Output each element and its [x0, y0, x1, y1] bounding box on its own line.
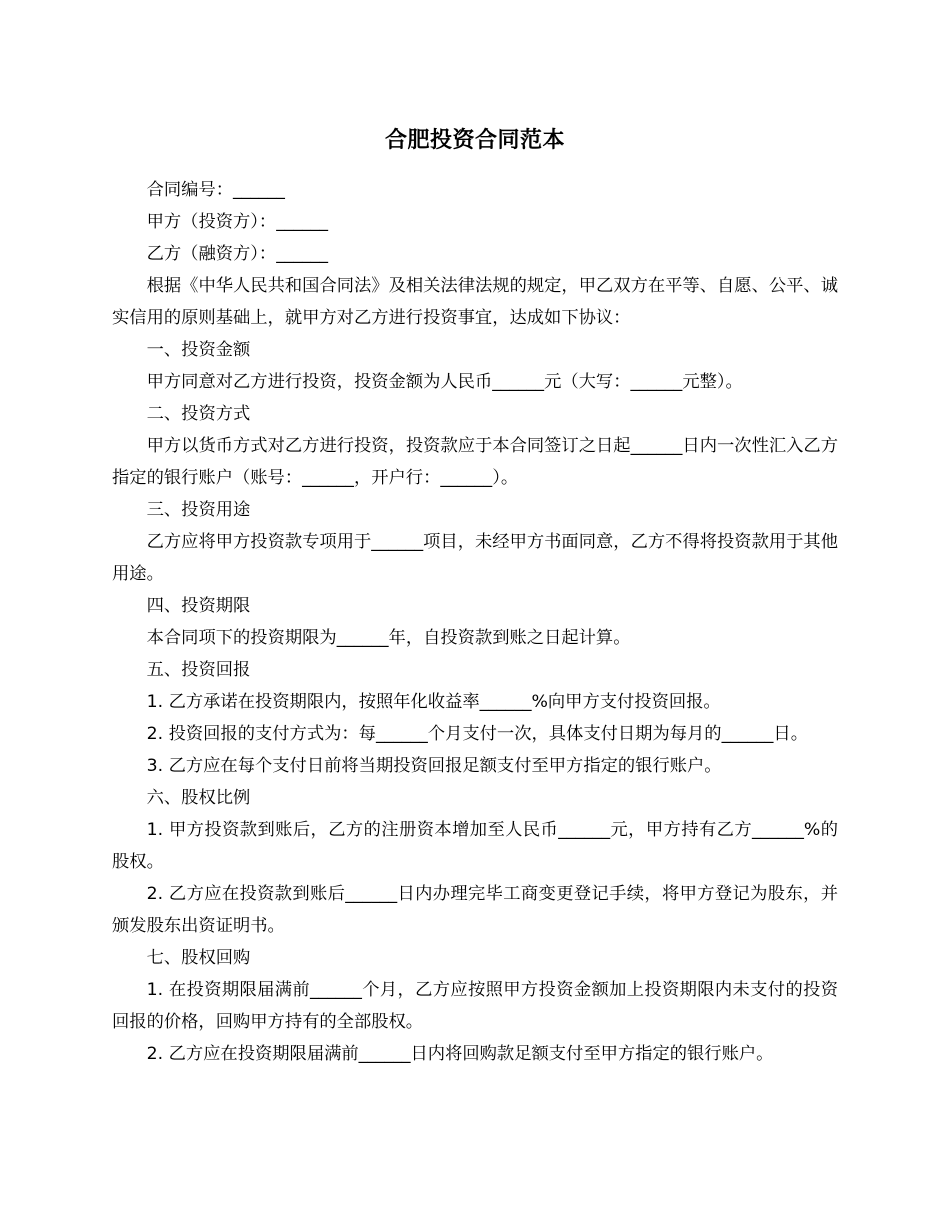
section-4-paragraph: 本合同项下的投资期限为______年，自投资款到账之日起计算。 — [146, 628, 631, 648]
section-7-clause-2: 2. 乙方应在投资期限届满前______日内将回购款足额支付至甲方指定的银行账户。 — [146, 1044, 774, 1064]
section-heading-3: 三、投资用途 — [146, 500, 251, 520]
contract-number-line: 合同编号：______ — [146, 180, 285, 200]
section-5-clause-2: 2. 投资回报的支付方式为：每______个月支付一次，具体支付日期为每月的______日。 — [146, 724, 808, 744]
section-heading-7: 七、股权回购 — [146, 948, 251, 968]
section-5-clause-3: 3. 乙方应在每个支付日前将当期投资回报足额支付至甲方指定的银行账户。 — [146, 756, 722, 776]
section-heading-4: 四、投资期限 — [146, 596, 251, 616]
section-1-paragraph: 甲方同意对乙方进行投资，投资金额为人民币______元（大写：______元整）。 — [146, 372, 743, 392]
document-title: 合肥投资合同范本 — [384, 128, 565, 153]
section-heading-5: 五、投资回报 — [146, 660, 251, 680]
section-heading-1: 一、投资金额 — [146, 340, 251, 360]
section-heading-6: 六、股权比例 — [146, 788, 251, 808]
preamble-paragraph: 根据《中华人民共和国合同法》及相关法律法规的规定，甲乙双方在平等、自愿、公平、诚实信用的原则基础上，就甲方对乙方进行投资事宜，达成如下协议： — [112, 276, 838, 328]
document-body — [112, 174, 838, 1070]
section-6-clause-1: 1. 甲方投资款到账后，乙方的注册资本增加至人民币______元，甲方持有乙方______%的股权。 — [112, 820, 838, 872]
section-3-paragraph: 乙方应将甲方投资款专项用于______项目，未经甲方书面同意，乙方不得将投资款用于其他用途。 — [112, 532, 838, 584]
section-2-paragraph: 甲方以货币方式对乙方进行投资，投资款应于本合同签订之日起______日内一次性汇入乙方指定的银行账户（账号：______，开户行：______）。 — [112, 436, 838, 488]
section-6-clause-2: 2. 乙方应在投资款到账后______日内办理完毕工商变更登记手续，将甲方登记为股东，并颁发股东出资证明书。 — [112, 884, 838, 936]
party-b-line: 乙方（融资方）：______ — [146, 244, 329, 264]
section-5-clause-1: 1. 乙方承诺在投资期限内，按照年化收益率______%向甲方支付投资回报。 — [146, 692, 721, 712]
section-7-clause-1: 1. 在投资期限届满前______个月，乙方应按照甲方投资金额加上投资期限内未支付的投资回报的价格，回购甲方持有的全部股权。 — [112, 980, 838, 1032]
section-heading-2: 二、投资方式 — [146, 404, 251, 424]
party-a-line: 甲方（投资方）：______ — [146, 212, 329, 232]
